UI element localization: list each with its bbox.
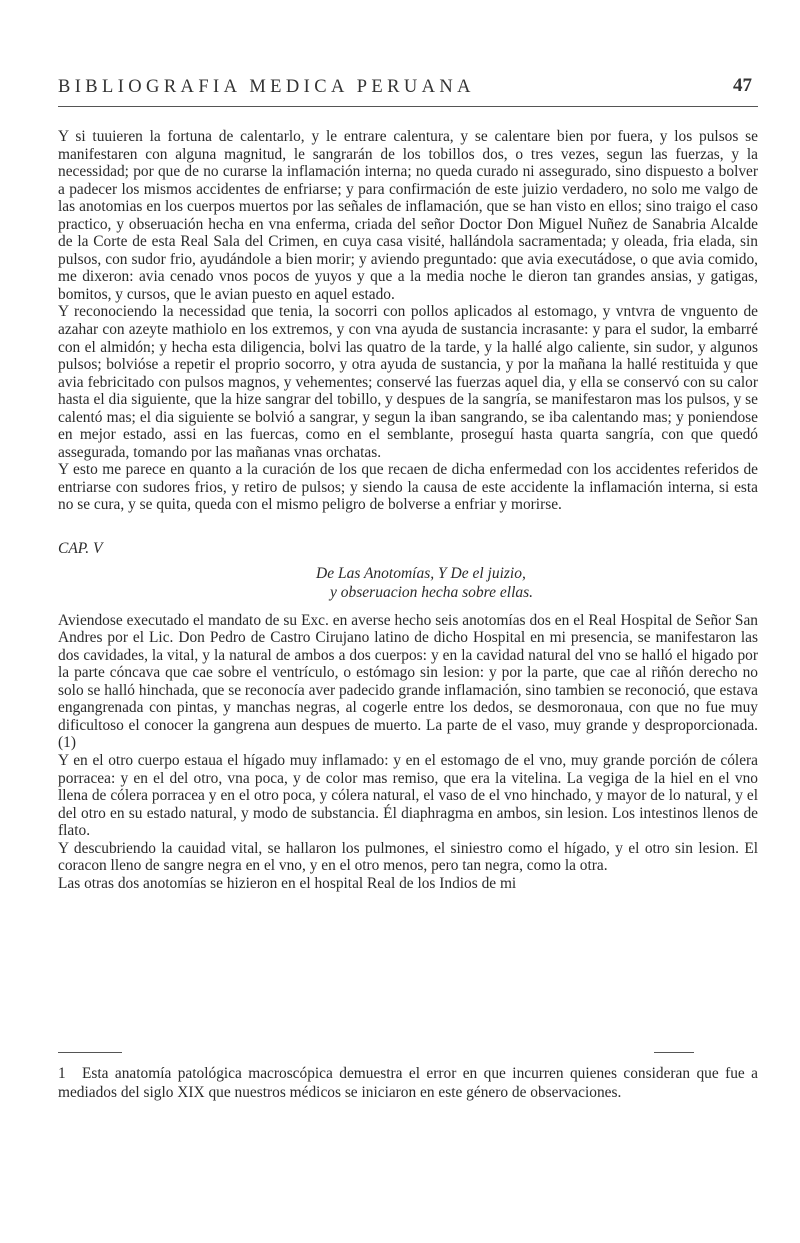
body-text bbox=[58, 128, 758, 892]
paragraph-7: Las otras dos anotomías se hizieron en el hospital Real de los Indios de mi bbox=[58, 874, 517, 892]
running-head bbox=[58, 77, 758, 105]
footnote-rule-right bbox=[654, 1052, 694, 1053]
paragraph-2: Y reconociendo la necessidad que tenia, la socorri con pollos aplicados al estomago, y vntvra de vnguento de azahar con azeyte mathiolo en los extremos, y con vna ayuda de sustancia incrasante: y para el sudor, la embarré con el almidón; y hecha esta diligencia, bolvi las quatro de la tarde, y la hallé algo caliente, sin sudor, y algunos pulsos; bolvióse a repetir el proprio socorro, y otra ayuda de sustancia, y por la mañana la hallé restituida y que avia febricitado con pulsos magnos, y vehementes; conservé las fuerzas aquel dia, y ella se conservó con su calor hasta el dia siguiente, que la hize sangrar del tobillo, y despues de la sangría, se manifestaron mas los pulsos, y se calentó mas; el dia siguiente se bolvió a sangrar, y segun la iban sangrando, se iba calentando mas; y poniendose en mejor estado, assi en las fuercas, como en el semblante, proseguí hasta quarta sangría, con que quedó assegurada, tomando por las mañanas vnas orchatas. bbox=[58, 303, 758, 461]
paragraph-3: Y esto me parece en quanto a la curación de los que recaen de dicha enfermedad con los accidentes referidos de entriarse con sudores frios, y retiro de pulsos; y siendo la causa de este accidente la inflamación interna, si esta no se cura, y se quita, queda con el mismo peligro de bolverse a enfriar y morirse. bbox=[58, 461, 758, 514]
chapter-subtitle-line-2: y obseruacion hecha sobre ellas. bbox=[330, 583, 534, 601]
paragraph-4: Aviendose executado el mandato de su Exc. en averse hecho seis anotomías dos en el Real Hospital de Señor San Andres por el Lic. Don Pedro de Castro Cirujano latino de dicho Hospital en mi presencia, se manifestaron las dos cavidades, la vital, y la natural de ambos a dos cuerpos: y en la cavidad natural del vno se halló el higado por la parte cóncava que cae sobre el ventrículo, o estómago sin lesion: y por la parte, que cae al riñón derecho no solo se halló hinchada, que se reconocía aver padecido grande inflamación, sino tambien se reconoció, que estava engangrenada con pintas, y manchas negras, al cogerle entre los dedos, se desmoronaua, con que no fue muy dificultoso el conocer la gangrena aun despues de muerto. La parte de el vaso, muy grande y desproporcionada. (1) bbox=[58, 611, 758, 752]
paragraph-1: Y si tuuieren la fortuna de calentarlo, y le entrare calentura, y se calentare bien por fuera, y los pulsos se manifestaren con alguna magnitud, le sangrarán de los tobillos dos, o tres vezes, segun las fuerzas, y la necessidad; por que de no curarse la inflamación interna; no queda curado ni assegurado, sino dispuesto a bolver a padecer los mismos accidentes de enfriarse; y para confirmación de este juizio verdadero, no solo me valgo de las anotomias en los cuerpos muertos por las señales de inflamación, que se han visto en ellos; sino traigo el caso practico, y obseruación hecha en vna enferma, criada del señor Doctor Don Miguel Nuñez de Sanabria Alcalde de la Corte de esta Real Sala del Crimen, en cuya casa visité, hallándola sacramentada; y oleada, fria elada, sin pulsos, con sudor frio, ayudándole a bien morir; y aviendo preguntado: que avia executádose, o que avia comido, me dixeron: avia cenado vnos pocos de yuyos y que a la media noche le dieron tan grandes ansias, y gatigas, bomitos, y cursos, que le avian puesto en aquel estado. bbox=[58, 128, 758, 303]
paragraph-5: Y en el otro cuerpo estaua el hígado muy inflamado: y en el estomago de el vno, muy grande porción de cólera porracea: y en el del otro, vna poca, y de color mas remiso, que era la vitelina. La vegiga de la hiel en el vno llena de cólera porracea y en el otro poca, y cólera natural, el vaso de el vno hinchado, y mayor de lo natural, y el del otro en su estado natural, y modo de substancia. Él diaphragma en ambos, sin lesion. Los intestinos llenos de flato. bbox=[58, 751, 758, 840]
chapter-heading: CAP. V bbox=[58, 540, 103, 558]
paragraph-6: Y descubriendo la cauidad vital, se hallaron los pulmones, el siniestro como el hígado, y el otro sin lesion. El coracon lleno de sangre negra en el vno, y en el otro menos, pero tan negra, como la otra. bbox=[58, 839, 758, 875]
book-page bbox=[58, 0, 758, 1243]
footnote-rule-left bbox=[58, 1052, 122, 1053]
chapter-subtitle-line-1: De Las Anotomías, Y De el juizio, bbox=[316, 564, 526, 582]
page-number: 47 bbox=[733, 75, 752, 96]
footnote-separator bbox=[58, 1052, 758, 1054]
running-head-title: BIBLIOGRAFIA MEDICA PERUANA bbox=[58, 77, 475, 97]
footnote-number: 1 bbox=[58, 1065, 66, 1082]
footnote-text: Esta anatomía patológica macroscópica demuestra el error en que incurren quienes consideran que fue a mediados del siglo XIX que nuestros médicos se iniciaron en este género de observaciones. bbox=[58, 1065, 758, 1101]
header-rule bbox=[58, 106, 758, 107]
footnote bbox=[58, 1064, 758, 1102]
